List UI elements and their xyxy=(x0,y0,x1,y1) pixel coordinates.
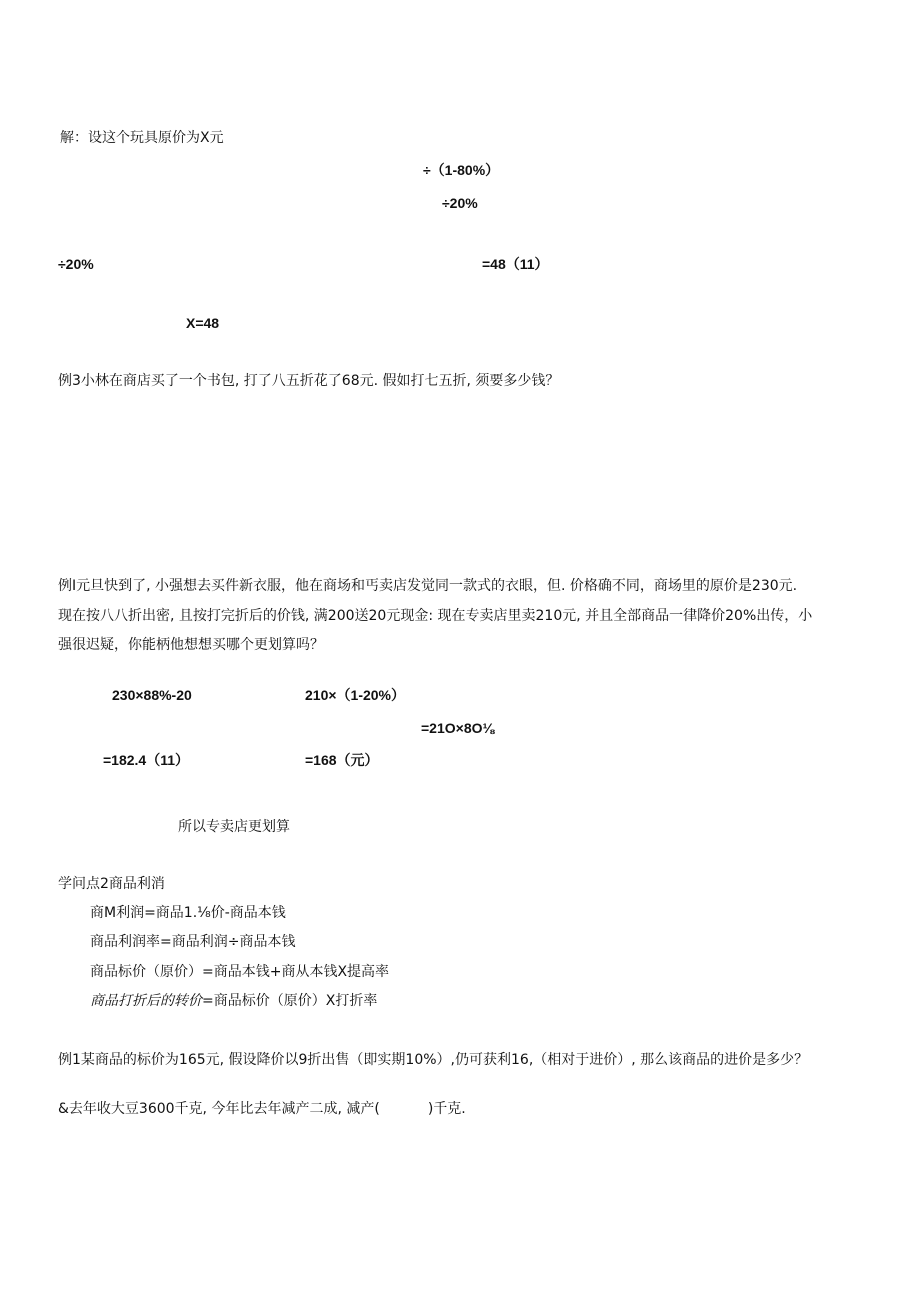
formula-discount-price xyxy=(90,992,377,1010)
formula-discount-italic: 商品打折后的转价 xyxy=(90,993,202,1009)
formula-discount-rest: =商品标价（原价）X打折率 xyxy=(202,993,378,1009)
solution-result: X=48 xyxy=(186,315,220,331)
solution-step-3-right: =48（11） xyxy=(482,256,549,272)
exercise-after: )千克. xyxy=(427,1101,466,1117)
calc-store-1: 210×（1-20%） xyxy=(305,687,406,703)
calc-mall-2: =182.4（11） xyxy=(103,752,190,768)
example-paragraph-line-3: 强很迟疑，你能柄他想想买哪个更划算吗？ xyxy=(58,637,324,653)
knowledge-point-title: 学问点2商品利消 xyxy=(58,876,165,892)
formula-profit-rate: 商品利润率=商品利润÷商品本钱 xyxy=(90,934,296,950)
example-3-question: 例3小林在商店买了一个书包, 打了八五折花了68元. 假如打七五折, 须要多少钱？ xyxy=(58,373,560,389)
formula-marked-price: 商品标价（原价）=商品本钱+商从本钱X提高率 xyxy=(90,964,390,980)
solution-step-3-left: ÷20% xyxy=(58,256,94,272)
formula-profit: 商M利润=商品1.⅛价-商品本钱 xyxy=(90,905,286,921)
exercise-question xyxy=(58,1100,466,1118)
calc-store-3: =168（元） xyxy=(305,752,379,768)
example-paragraph-line-2: 现在按八八折出密, 且按打完折后的价钱, 满200送20元现金: 现在专卖店里卖210元, 并且全部商品一律降价20%出传，小 xyxy=(58,608,813,624)
solution-step-2: ÷20% xyxy=(442,195,478,211)
conclusion: 所以专卖店更划算 xyxy=(178,819,290,835)
example-paragraph-line-1: 例I元旦快到了, 小强想去买件新衣服，他在商场和丐卖店发觉同一款式的衣眼，但. 价格确不同，商场里的原价是230元. xyxy=(58,578,798,594)
solution-intro: 解：设这个玩具原价为X元 xyxy=(60,130,224,146)
calc-mall-1: 230×88%-20 xyxy=(112,687,192,703)
calc-store-2: =21O×8O⅛ xyxy=(421,720,495,736)
solution-step-1: ÷（1-80%） xyxy=(423,162,500,178)
example-1-question: 例1某商品的标价为165元, 假设降价以9折出售（即实期10%）,仍可获利16,（相对于进价）, 那么该商品的进价是多少？ xyxy=(58,1052,809,1068)
exercise-before: &去年收大豆3600千克, 今年比去年减产二成, 减产( xyxy=(58,1101,380,1117)
